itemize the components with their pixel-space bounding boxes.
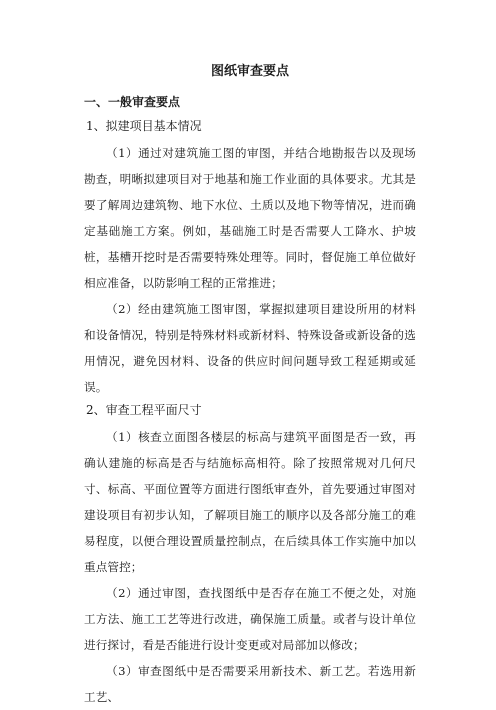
- subsection-heading: 2、审查工程平面尺寸: [86, 403, 202, 417]
- paragraph: （1）通过对建筑施工图的审图，并结合地勘报告以及现场勘查，明晰拟建项目对于地基和施工作业面的具体要求。尤其是要了解周边建筑物、地下水位、土质以及地下物等情况，进而确定基础施工方案。例如，基础施工时是否需要人工降水、护坡桩，基槽开挖时是否需要特殊处理等。同时，督促施工单位做好相应准备，以防影响工程的正常推进；: [84, 146, 416, 290]
- paragraph: （2）通过审图，查找图纸中是否存在施工不便之处，对施工方法、施工工艺等进行改进，确保施工质量。或者与设计单位进行探讨，看是否能进行设计变更或对局部加以修改；: [84, 586, 416, 652]
- document-title: 图纸审查要点: [210, 64, 289, 79]
- subsection-heading: 1、拟建项目基本情况: [86, 119, 202, 133]
- paragraph: （2）经由建筑施工图审图，掌握拟建项目建设所用的材料和设备情况，特别是特殊材料或新材料、特殊设备或新设备的选用情况，避免因材料、设备的供应时间问题导致工程延期或延误。: [84, 302, 416, 394]
- paragraph: （1）核查立面图各楼层的标高与建筑平面图是否一致，再确认建施的标高是否与结施标高相符。除了按照常规对几何尺寸、标高、平面位置等方面进行图纸审查外，首先要通过审图对建设项目有初步认知，了解项目施工的顺序以及各部分施工的难易程度，以便合理设置质量控制点，在后续具体工作实施中加以重点管控；: [84, 430, 416, 574]
- section-heading: 一、一般审查要点: [84, 95, 181, 109]
- paragraph: （3）审查图纸中是否需要采用新技术、新工艺。若选用新工艺、: [84, 664, 416, 704]
